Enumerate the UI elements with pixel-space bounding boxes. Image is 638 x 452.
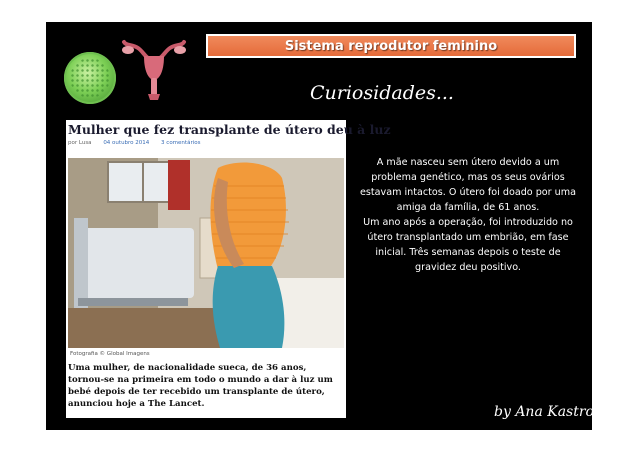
body-paragraph-1: A mãe nasceu sem útero devido a um problema genético, mas os seus ovários estavam intactos. O útero foi doado por uma amiga da família, de 61 anos. bbox=[360, 157, 576, 213]
article-date: 04 outubro 2014 bbox=[103, 140, 150, 146]
body-text bbox=[354, 155, 582, 275]
article-lead: Uma mulher, de nacionalidade sueca, de 36 anos, tornou-se na primeira em todo o mundo a dar à luz um bebé depois de ter recebido um transplante de útero, anunciou hoje a The Lancet. bbox=[68, 363, 333, 409]
article-author: por Lusa bbox=[68, 140, 92, 146]
title-banner bbox=[206, 34, 576, 58]
article-photo bbox=[68, 158, 344, 348]
article-comments: 3 comentários bbox=[161, 140, 201, 146]
news-article-clip bbox=[66, 120, 391, 418]
slide-subtitle: Curiosidades... bbox=[310, 82, 454, 104]
photo-caption: Fotografia © Global Imagens bbox=[70, 351, 150, 357]
author-signature: by Ana Kastro bbox=[494, 404, 594, 420]
body-paragraph-2: Um ano após a operação, foi introduzido no útero transplantado um embrião, em fase inicial. Três semanas depois o teste de gravidez deu positivo. bbox=[363, 217, 573, 273]
article-headline: Mulher que fez transplante de útero deu à luz bbox=[68, 122, 391, 137]
article-meta bbox=[68, 140, 210, 146]
slide-title: Sistema reprodutor feminino bbox=[284, 38, 498, 54]
uterus-icon bbox=[118, 30, 190, 102]
green-cell-icon bbox=[64, 52, 116, 104]
